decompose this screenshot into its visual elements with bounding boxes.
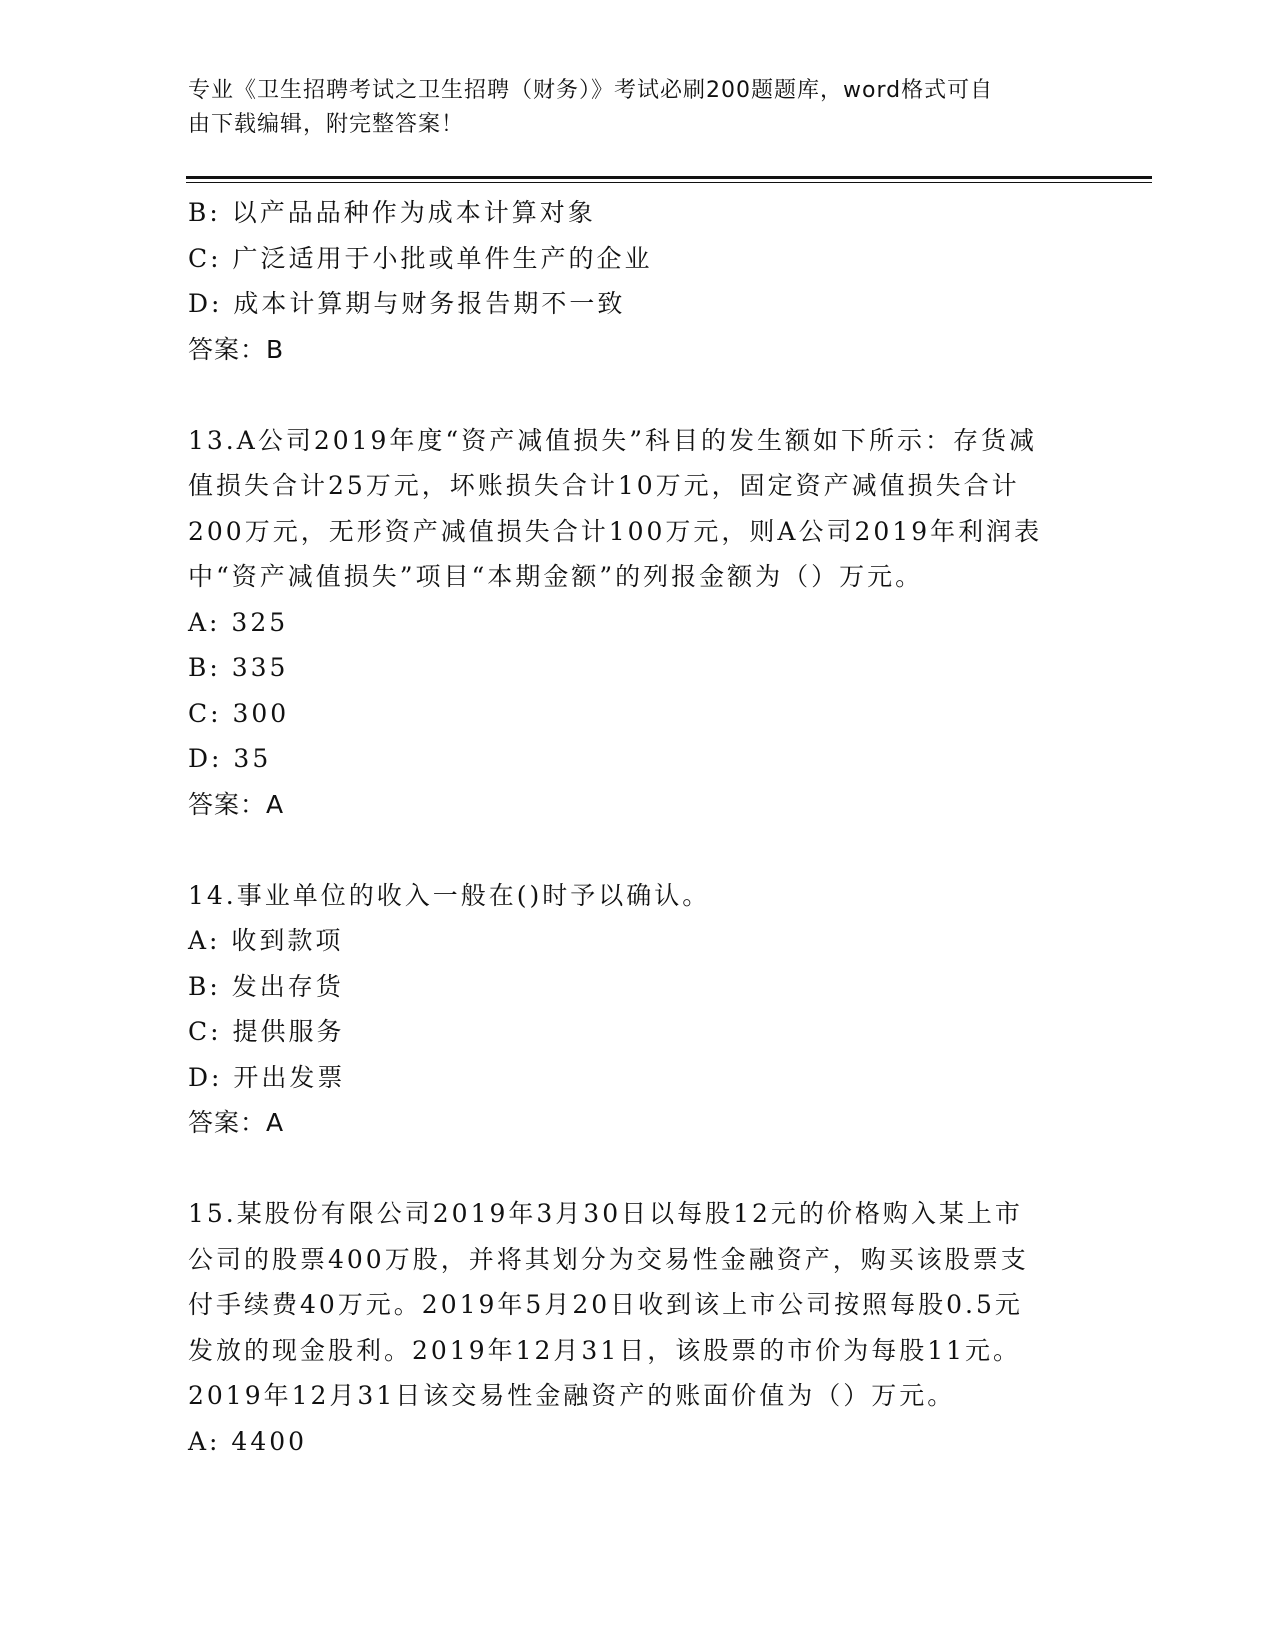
spacer bbox=[188, 372, 1088, 418]
option-a: A: 325 bbox=[188, 607, 289, 637]
question-stem-line: 14.事业单位的收入一般在()时予以确认。 bbox=[188, 880, 711, 910]
question-15 bbox=[188, 1191, 1088, 1464]
question-stem-line: 13.A公司2019年度“资产减值损失”科目的发生额如下所示：存货减 bbox=[188, 425, 1037, 455]
document-header bbox=[188, 74, 1068, 142]
answer-label: 答案：A bbox=[188, 1108, 285, 1137]
question-stem-line: 值损失合计25万元，坏账损失合计10万元，固定资产减值损失合计 bbox=[188, 471, 1020, 500]
answer-label: 答案：A bbox=[188, 789, 285, 819]
option-d: D: 开出发票 bbox=[188, 1062, 346, 1092]
header-divider-thick bbox=[186, 176, 1152, 179]
option-b: B: 以产品品种作为成本计算对象 bbox=[188, 198, 596, 227]
option-a: A: 4400 bbox=[188, 1426, 308, 1456]
answer-label: 答案：B bbox=[188, 334, 285, 364]
spacer bbox=[188, 827, 1088, 873]
question-14 bbox=[188, 873, 1088, 1146]
question-stem-line: 2019年12月31日该交易性金融资产的账面价值为（）万元。 bbox=[188, 1381, 956, 1410]
option-b: B: 发出存货 bbox=[188, 971, 344, 1001]
spacer bbox=[188, 1146, 1088, 1192]
option-c: C: 广泛适用于小批或单件生产的企业 bbox=[188, 243, 653, 273]
option-c: C: 300 bbox=[188, 698, 290, 728]
option-c: C: 提供服务 bbox=[188, 1017, 345, 1046]
question-stem-line: 付手续费40万元。2019年5月20日收到该上市公司按照每股0.5元 bbox=[188, 1290, 1023, 1319]
option-d: D: 35 bbox=[188, 744, 272, 773]
question-stem-line: 中“资产减值损失”项目“本期金额”的列报金额为（）万元。 bbox=[188, 562, 924, 591]
header-divider-thin bbox=[186, 182, 1152, 183]
option-d: D: 成本计算期与财务报告期不一致 bbox=[188, 289, 626, 318]
question-stem-line: 15.某股份有限公司2019年3月30日以每股12元的价格购入某上市 bbox=[188, 1199, 1023, 1228]
question-stem-line: 发放的现金股利。2019年12月31日，该股票的市价为每股11元。 bbox=[188, 1335, 1022, 1365]
question-13 bbox=[188, 418, 1088, 828]
option-b: B: 335 bbox=[188, 653, 289, 682]
option-a: A: 收到款项 bbox=[188, 926, 344, 955]
header-line: 专业《卫生招聘考试之卫生招聘（财务）》考试必刷200题题库，word格式可自 bbox=[188, 78, 994, 103]
question-stem-line: 公司的股票400万股，并将其划分为交易性金融资产，购买该股票支 bbox=[188, 1244, 1029, 1274]
question-list bbox=[188, 190, 1088, 1464]
question-12-tail bbox=[188, 190, 1088, 372]
question-stem-line: 200万元，无形资产减值损失合计100万元，则A公司2019年利润表 bbox=[188, 516, 1043, 546]
header-line: 由下载编辑，附完整答案！ bbox=[188, 112, 465, 137]
